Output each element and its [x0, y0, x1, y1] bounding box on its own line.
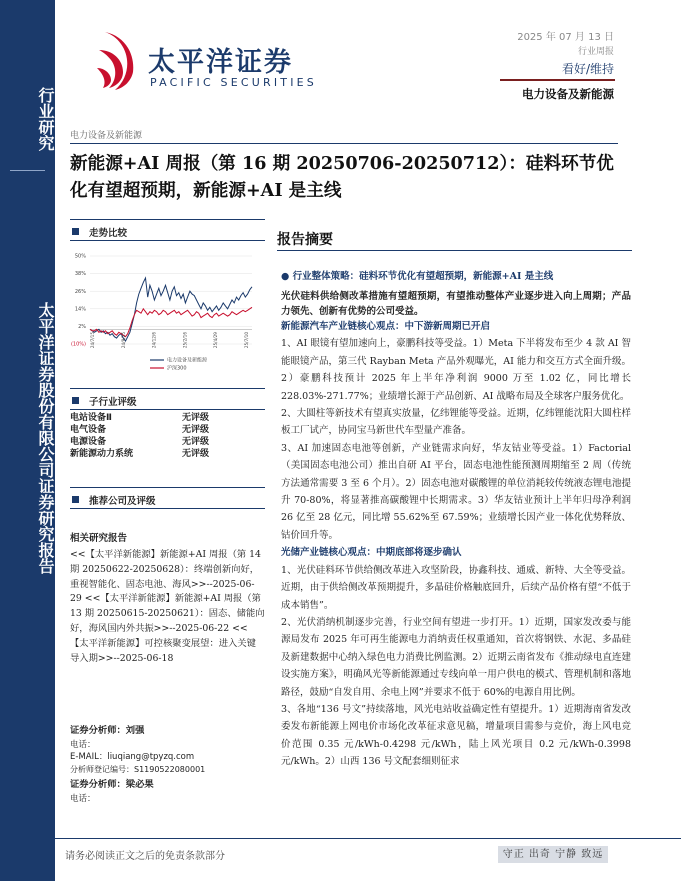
- legend-label: 电力设备及新能源: [167, 357, 208, 364]
- square-bullet-icon: [72, 397, 79, 404]
- category-label: 电力设备及新能源: [70, 131, 143, 141]
- analyst-2-name: [70, 779, 154, 792]
- strategy-text: 光伏硅料供给侧改革措施有望超预期，有望推动整体产业逐步进入向上周期；产品力领先、创新有优势的公司受益。: [281, 291, 631, 318]
- y-tick-label: 2%: [78, 324, 86, 330]
- x-tick-label: 25/2/16: [182, 332, 188, 349]
- section-rule: [70, 388, 265, 389]
- company-motto: 守正 出奇 宁静 致远: [498, 846, 608, 863]
- analyst-1-label: 证券分析师：刘强: [70, 725, 145, 736]
- section-rule: [70, 219, 265, 220]
- ev-paragraph-2: 2、大圆柱等新技术有望真实放量，亿纬锂能等受益。近期，亿纬锂能沈阳大圆柱样板工厂试产，协同宝马新世代车型量产准备。: [281, 408, 631, 437]
- related-heading: 相关研究报告: [70, 533, 128, 544]
- y-tick-label: 50%: [74, 253, 86, 260]
- ev-paragraph-3: 3、AI 加速固态电池等创新，产业链需求向好，华友钴业等受益。1）Factorial（美国固态电池公司）推出自研 AI 平台，固态电池性能预测周期缩至 2 周（传统方法通常需要 3 至 6 个月）。2）固态电池对碳酸锂的单位消耗较传统液态锂电池提升 70-80%，将显著推高碳酸锂中长期需求。3）华友钴业预计上半年归母净利润 26 亿至 28 亿元，同比增 55.62%至 67.59%；业绩增长因产业一体化优势释放、钴价回升等。: [281, 442, 631, 541]
- y-tick-label: 38%: [74, 271, 86, 278]
- trend-heading-text: 走势比较: [89, 228, 128, 239]
- header-rule: [500, 79, 615, 81]
- section-rule: [70, 409, 265, 410]
- page-title: 新能源+AI 周报（第 16 期 20250706-20250712）：硅料环节优化有望超预期，新能源+AI 是主线: [70, 153, 614, 201]
- logo-mark-icon: [95, 28, 143, 92]
- x-tick-label: 25/4/29: [213, 332, 219, 349]
- industry-rating: 无评级: [182, 425, 210, 435]
- x-tick-label: 24/7/15: [90, 332, 95, 349]
- square-bullet-icon: [72, 496, 79, 503]
- sub-industry-heading: [72, 394, 137, 408]
- section-rule: [70, 240, 265, 241]
- trend-chart: [70, 248, 260, 378]
- section-rule: [70, 508, 265, 509]
- y-tick-label: 14%: [74, 306, 86, 313]
- x-tick-label: 25/7/10: [244, 332, 249, 349]
- logo-text-en: PACIFIC SECURITIES: [150, 76, 317, 89]
- industry-name: 电源设备: [70, 437, 107, 447]
- industry-rating: 无评级: [182, 437, 210, 447]
- bullet-icon: ●: [281, 271, 293, 282]
- pv-paragraph-1: 1、光伏硅料环节供给侧改革进入攻坚阶段，协鑫科技、通威、新特、大全等受益。近期，由于供给侧改革预期提升，多晶硅价格触底回升，后续产品价格有望“不低于成本销售”。: [281, 564, 631, 611]
- analyst-2-phone: 电话：: [70, 794, 96, 804]
- industry-rating: 无评级: [182, 413, 210, 423]
- industry-label: 电力设备及新能源: [522, 87, 614, 101]
- analyst-2-label: 证券分析师：梁必果: [70, 779, 154, 790]
- rating: 看好/维持: [561, 62, 614, 76]
- sidebar: [0, 0, 55, 881]
- industry-name: 电气设备: [70, 425, 107, 435]
- pv-heading: 光储产业链核心观点：中期底部将逐步确认: [281, 547, 462, 559]
- industry-name: 新能源动力系统: [70, 449, 134, 459]
- company-logo: [95, 28, 317, 96]
- y-tick-label: 26%: [74, 288, 86, 295]
- report-type: 行业周报: [577, 47, 614, 57]
- series-line-2: [90, 307, 252, 336]
- analyst-1-reg: 分析师登记编号：S1190522080001: [70, 765, 206, 774]
- ev-paragraph-1: 1、AI 眼镜有望加速向上，豪鹏科技等受益。1）Meta 下半将发布至少 4 款 AI 智能眼镜产品，第三代 Rayban Meta 产品外观曝光，AI 能力和交互方式全面升级。2）豪鹏科技预计 2025 年上半年净利润 9000 万至 1.02 亿，同比增长 228.03%-271.77%；业绩增长源于产品创新、AI 战略布局及全球客户服务优化。: [281, 338, 631, 402]
- company-label: 太平洋证券股份有限公司证券研究报告: [36, 302, 55, 574]
- x-tick-label: 24/9/25: [120, 332, 126, 349]
- pv-paragraph-2: 2、光伏消纳机制逐步完善，行业空间有望进一步打开。1）近期，国家发改委与能源局发布 2025 年可再生能源电力消纳责任权重通知，首次将钢铁、水泥、多晶硅及新建数据中心纳入绿色电力消费比例监测。2）近期云南省发布《推动绿电直连建设实施方案》，明确风光等新能源通过专线向单一用户供电的模式、管理机制和落地路径，鼓励“自发自用、余电上网”并要求不低于 60%的电源自用比例。: [281, 616, 631, 698]
- footer-rule: [55, 838, 681, 839]
- square-bullet-icon: [72, 228, 79, 235]
- legend-label: 沪深300: [167, 365, 187, 372]
- ev-heading: 新能源汽车产业链核心观点：中下游新周期已开启: [281, 321, 491, 333]
- recommend-heading-text: 推荐公司及评级: [89, 496, 156, 507]
- report-date: 2025 年 07 月 13 日: [517, 32, 614, 43]
- y-tick-label: (10%): [70, 341, 86, 348]
- abstract-title: 报告摘要: [277, 232, 333, 248]
- x-tick-label: 24/12/6: [151, 332, 157, 349]
- abstract-body: [281, 268, 631, 771]
- industry-name: 电站设备Ⅱ: [70, 413, 112, 423]
- logo-text-cn: 太平洋证券: [148, 47, 293, 78]
- analyst-1-phone: 电话：: [70, 740, 96, 750]
- sub-industry-heading-text: 子行业评级: [89, 397, 137, 408]
- trend-heading: [72, 225, 127, 239]
- strategy-label: 行业整体策略：硅料环节优化有望超预期，新能源+AI 是主线: [292, 271, 554, 282]
- disclaimer-note: 请务必阅读正文之后的免责条款部分: [65, 851, 225, 862]
- series-line-1: [90, 278, 252, 341]
- report-category-label: 行业研究: [36, 87, 55, 151]
- analyst-1-name: [70, 725, 144, 738]
- pv-paragraph-3: 3、各地“136 号文”持续落地，风光电站收益确定性有望提升。1）近期海南省发改委发布新能源上网电价市场化改革征求意见稿，增量项目需参与竞价，海上风电竞价范围 0.35 元/kWh-0.4298 元/kWh，陆上风光项目 0.2 元/kWh-0.3998 元/kWh。2）山西 136 号文配套细则征求: [281, 703, 631, 768]
- title-rule: [70, 143, 618, 144]
- strategy-heading: [281, 268, 631, 285]
- industry-rating: 无评级: [182, 449, 210, 459]
- sidebar-divider: [10, 170, 45, 171]
- analyst-1-email[interactable]: E-MAIL：liuqiang@tpyzq.com: [70, 752, 195, 762]
- recommend-heading: [72, 493, 156, 507]
- abstract-rule: [277, 250, 632, 251]
- section-rule: [70, 487, 265, 488]
- related-reports[interactable]: <<【太平洋新能源】新能源+AI 周报（第 14 期 20250622-20250628）：终端创新向好，重视智能化、固态电池、海风>>--2025-06-29 <<【太平洋新能源】新能源+AI 周报（第 13 期 20250615-20250621）：固态、储能向好，海风国内外共振>>--2025-06-22 <<【太平洋新能源】可控核聚变展望：进入关键导入期>>--2025-06-18: [70, 549, 265, 664]
